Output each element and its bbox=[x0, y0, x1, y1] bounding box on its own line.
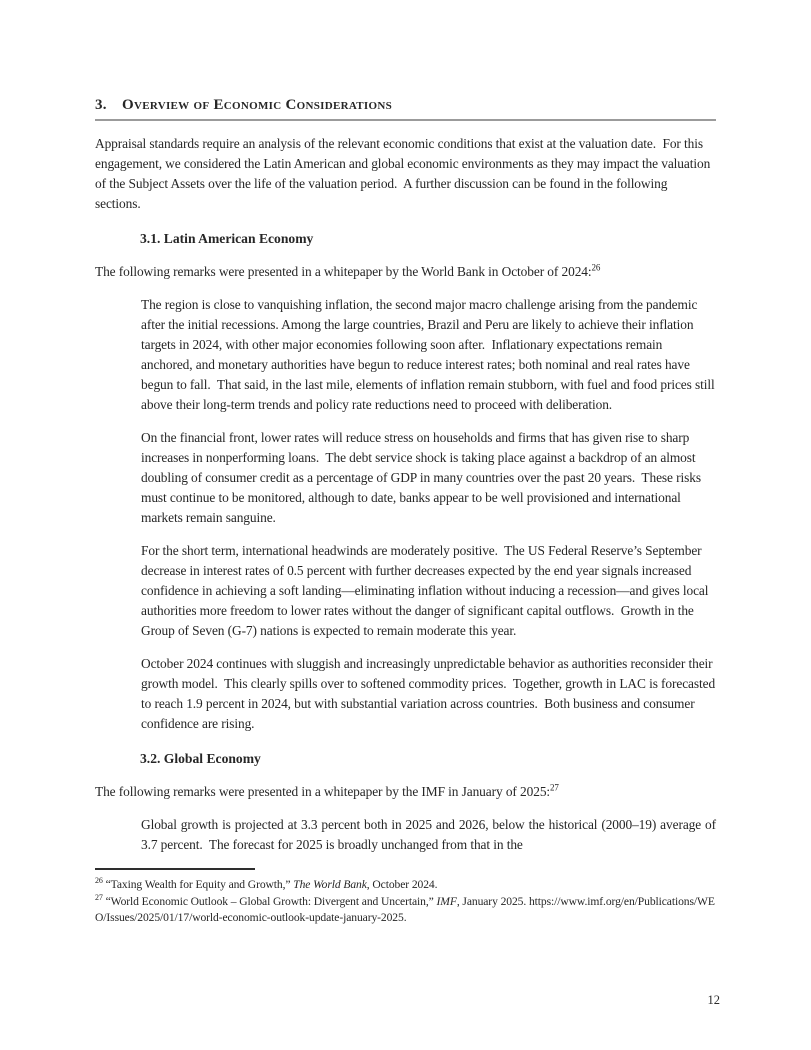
footnote-26 bbox=[95, 877, 716, 894]
footnote-26-text: “Taxing Wealth for Equity and Growth,” bbox=[105, 878, 294, 891]
footnote-26-date: , October 2024. bbox=[366, 878, 438, 891]
subsection-heading-3-2: 3.2. Global Economy bbox=[140, 751, 261, 766]
footnotes-block bbox=[95, 868, 716, 927]
footnote-marker-26: 26 bbox=[95, 876, 103, 886]
lead-text-3-2: The following remarks were presented in a whitepaper by the IMF in January of 2025: bbox=[95, 784, 551, 799]
quote-paragraph-2: On the financial front, lower rates will reduce stress on households and firms that has given rise to sharp increases in nonperforming loans. The debt service shock is taking place against a backdrop of an almost doubling of consumer credit as a percentage of GDP in many countries over the past 20 years. These risks must continue to be monitored, although to date, banks appear to be well provisioned and international markets remain sanguine. bbox=[141, 430, 705, 525]
footnote-27 bbox=[95, 894, 716, 927]
section-heading bbox=[95, 97, 716, 121]
quote-paragraph-3: For the short term, international headwinds are moderately positive. The US Federal Reserve’s September decrease in interest rates of 0.5 percent with further decreases expected by the end year signals increased confidence in achieving a soft landing—eliminating inflation without inducing a recession—and gives local authorities more freedom to lower rates without the danger of significant capital outflows. Growth in the Group of Seven (G-7) nations is expected to remain moderate this year. bbox=[141, 543, 712, 638]
lead-paragraph-3-2 bbox=[95, 782, 716, 802]
footnote-ref-27: 27 bbox=[550, 782, 559, 793]
page-number: 12 bbox=[707, 993, 720, 1007]
footnote-27-source: IMF bbox=[436, 894, 457, 908]
quote-paragraph-1: The region is close to vanquishing inflation, the second major macro challenge arising from the pandemic after the initial recessions. Among the large countries, Brazil and Peru are likely to achieve their inflation targets in 2024, with other major economies following soon after. Inflationary expectations remain anchored, and monetary authorities have begun to reduce interest rates; both nominal and real rates have begun to fall. That said, in the last mile, elements of inflation remain stubborn, with fuel and food prices still above their long-term trends and policy rate reductions need to proceed with deliberation. bbox=[141, 297, 718, 412]
lead-paragraph-3-1 bbox=[95, 262, 716, 282]
footnote-27-url: https://www.imf.org/en/Publications/WEO/Issues/2025/01/17/world-economic-outlook-update-january-2025. bbox=[95, 894, 715, 924]
quote-paragraph-5: Global growth is projected at 3.3 percent both in 2025 and 2026, below the historical (2000–19) average of 3.7 percent. The forecast for 2025 is broadly unchanged from that in the bbox=[141, 817, 720, 852]
subsection-heading-3-1: 3.1. Latin American Economy bbox=[140, 231, 314, 246]
lead-text-3-1: The following remarks were presented in a whitepaper by the World Bank in October of 2024: bbox=[95, 264, 592, 279]
footnote-marker-27: 27 bbox=[95, 892, 103, 902]
footnote-26-source: The World Bank bbox=[293, 878, 367, 891]
footnote-separator bbox=[95, 868, 255, 870]
footnote-27-text: “World Economic Outlook – Global Growth: Divergent and Uncertain,” bbox=[105, 894, 437, 908]
heading-title: Overview of Economic Considerations bbox=[122, 97, 393, 113]
intro-paragraph: Appraisal standards require an analysis of the relevant economic conditions that exist at the valuation date. For this engagement, we considered the Latin American and global economic environments as they may impact the valuation of the Subject Assets over the life of the valuation period. A further discussion can be found in the following sections. bbox=[95, 136, 714, 211]
quote-paragraph-4: October 2024 continues with sluggish and increasingly unpredictable behavior as authorities reconsider their growth model. This clearly spills over to softened commodity prices. Together, growth in LAC is forecasted to reach 1.9 percent in 2024, but with substantial variation across countries. Both business and consumer confidence are rising. bbox=[141, 656, 719, 731]
heading-number: 3. bbox=[95, 97, 107, 113]
footnote-ref-26: 26 bbox=[591, 262, 601, 273]
footnote-27-date: , January 2025. bbox=[456, 894, 527, 908]
